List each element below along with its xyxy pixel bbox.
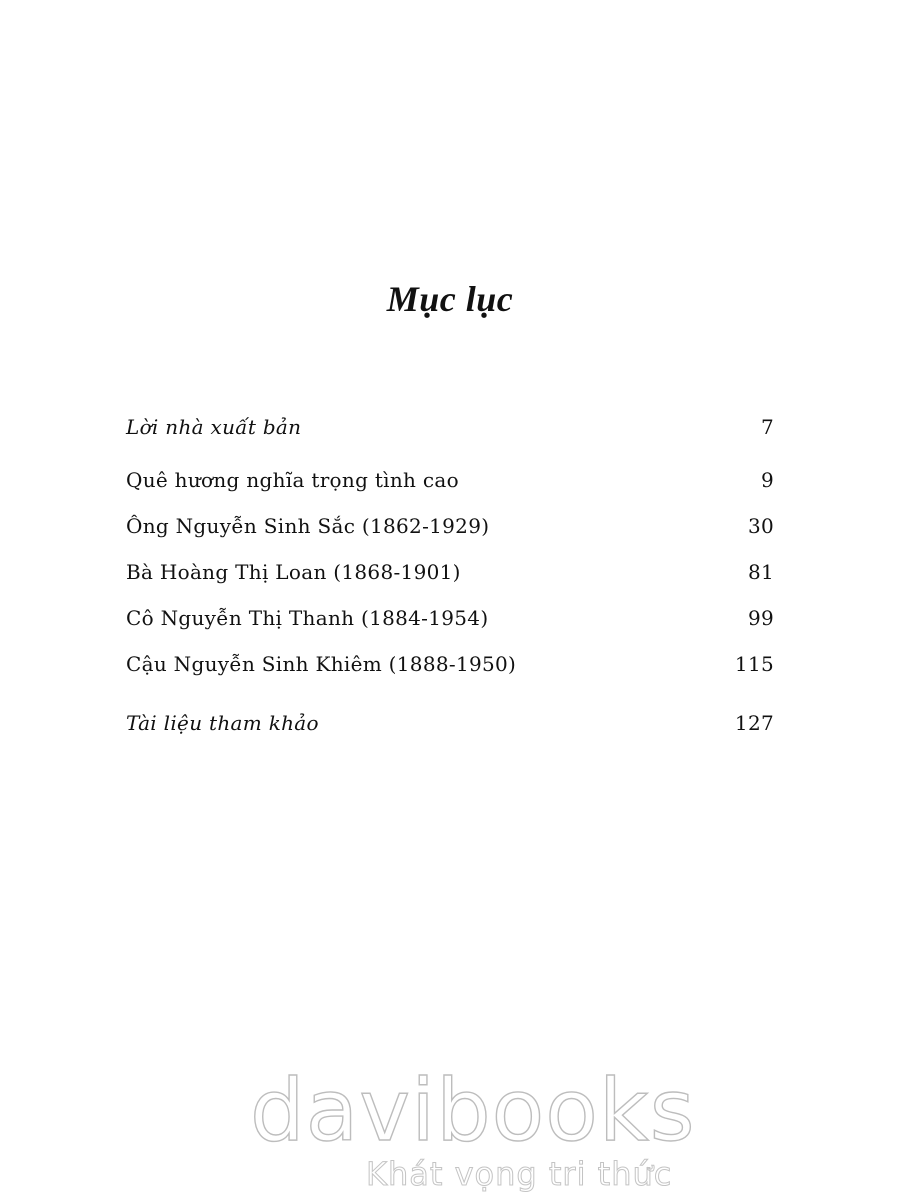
toc-entry-page: 81 — [747, 560, 774, 584]
toc-entry-title: Quê hương nghĩa trọng tình cao — [126, 468, 459, 492]
toc-entry-page: 7 — [760, 415, 774, 439]
watermark-brand: davibooks — [250, 1061, 696, 1161]
toc-entry-nguyen-thi-thanh[interactable] — [126, 603, 774, 633]
toc-entry-nguyen-sinh-sac[interactable] — [126, 511, 774, 541]
watermark-slogan: Khát vọng tri thức — [366, 1155, 673, 1193]
toc-entry-title: Cô Nguyễn Thị Thanh (1884-1954) — [126, 606, 489, 630]
toc-entry-page: 9 — [760, 468, 774, 492]
toc-entry-hoang-thi-loan[interactable] — [126, 557, 774, 587]
toc-entry-page: 30 — [747, 514, 774, 538]
page-title: Mục lục — [386, 279, 514, 319]
toc-entry-title: Tài liệu tham khảo — [126, 711, 319, 735]
toc-entry-loi-nha-xuat-ban[interactable] — [126, 412, 774, 442]
toc-entry-nguyen-sinh-khiem[interactable] — [126, 649, 774, 679]
toc-entry-title: Ông Nguyễn Sinh Sắc (1862-1929) — [126, 514, 490, 538]
toc-entry-title: Cậu Nguyễn Sinh Khiêm (1888-1950) — [126, 652, 517, 676]
toc-entry-page: 127 — [734, 711, 774, 735]
toc-entry-title: Bà Hoàng Thị Loan (1868-1901) — [126, 560, 461, 584]
toc-entry-title: Lời nhà xuất bản — [126, 415, 302, 439]
toc-entry-tai-lieu-tham-khao[interactable] — [126, 708, 774, 738]
toc-entry-que-huong[interactable] — [126, 465, 774, 495]
toc-entry-page: 115 — [734, 652, 774, 676]
toc-entry-page: 99 — [747, 606, 774, 630]
